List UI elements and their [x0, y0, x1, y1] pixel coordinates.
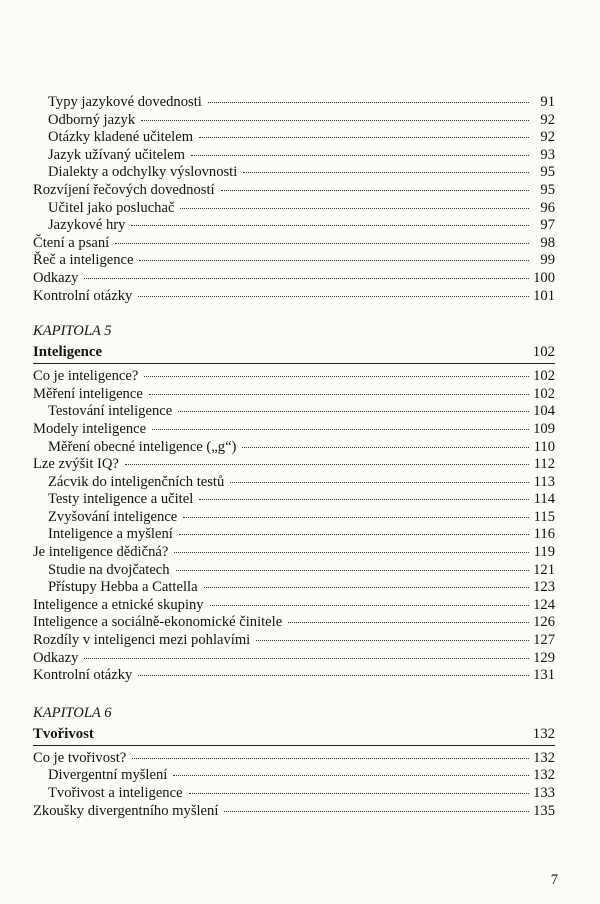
toc-entry: [33, 386, 555, 404]
chapter-heading: [33, 341, 555, 364]
entry-page-number: 91: [540, 94, 555, 110]
toc-entry: [33, 129, 555, 147]
entry-title: Studie na dvojčatech: [48, 561, 170, 578]
toc-entry: [33, 439, 555, 457]
toc-entry: [33, 750, 555, 768]
entry-page-number: 131: [533, 667, 555, 684]
page-number: 7: [550, 872, 558, 888]
toc-entry: [33, 456, 555, 474]
toc-entry: [33, 474, 555, 492]
entry-title: Je inteligence dědičná?: [33, 544, 169, 561]
toc-entry: [33, 164, 555, 182]
toc-section-top: [33, 94, 555, 305]
entry-title: Typy jazykové dovednosti: [48, 94, 202, 110]
entry-title: Zácvik do inteligenčních testů: [48, 473, 225, 490]
entry-title: Měření obecné inteligence („g“): [48, 438, 237, 455]
table-of-contents: [33, 94, 555, 820]
entry-title: Inteligence a sociálně-ekonomické činitele: [33, 614, 283, 631]
entry-page-number: 113: [533, 473, 555, 490]
entry-page-number: 100: [533, 269, 555, 286]
toc-entry: [33, 491, 555, 509]
entry-page-number: 109: [533, 420, 555, 437]
dot-leader: [242, 447, 529, 448]
dot-leader: [131, 225, 529, 226]
dot-leader: [256, 640, 529, 641]
entry-page-number: 95: [540, 164, 555, 181]
entry-page-number: 135: [533, 802, 555, 819]
entry-title: Odborný jazyk: [48, 111, 136, 128]
toc-entry: [33, 579, 555, 597]
entry-page-number: 98: [540, 234, 555, 251]
toc-entry: [33, 544, 555, 562]
toc-entry: [33, 562, 555, 580]
entry-page-number: 126: [533, 614, 555, 631]
chapter-label: KAPITOLA 5: [33, 323, 112, 340]
entry-page-number: 133: [533, 785, 555, 801]
entry-page-number: 95: [540, 181, 555, 198]
toc-entry: [33, 94, 555, 112]
entry-title: Testování inteligence: [48, 403, 173, 420]
dot-leader: [138, 296, 529, 297]
entry-title: Odkazy: [33, 269, 79, 286]
toc-entry: [33, 614, 555, 632]
entry-title: Odkazy: [33, 649, 79, 666]
entry-page-number: 102: [533, 368, 555, 385]
entry-title: Testy inteligence a učitel: [48, 491, 194, 508]
toc-entry: [33, 421, 555, 439]
entry-page-number: 104: [533, 403, 555, 420]
dot-leader: [180, 208, 529, 209]
entry-title: Co je tvořivost?: [33, 749, 127, 766]
entry-title: Čtení a psaní: [33, 234, 110, 251]
toc-entry: [33, 597, 555, 615]
dot-leader: [243, 172, 529, 173]
entry-title: Učitel jako posluchač: [48, 199, 175, 216]
entry-page-number: 92: [540, 111, 555, 128]
entry-title: Lze zvýšit IQ?: [33, 456, 119, 473]
entry-page-number: 121: [533, 561, 555, 578]
dot-leader: [204, 587, 529, 588]
spacer: [33, 305, 555, 321]
dot-leader: [178, 411, 529, 412]
entry-title: Rozdíly v inteligenci mezi pohlavími: [33, 632, 251, 649]
toc-entry: [33, 270, 555, 288]
dot-leader: [176, 570, 529, 571]
dot-leader: [173, 775, 529, 776]
dot-leader: [189, 793, 529, 794]
dot-leader: [208, 102, 529, 103]
dot-leader: [199, 499, 529, 500]
chapter-page-number: 102: [532, 344, 555, 361]
entry-page-number: 129: [533, 649, 555, 666]
entry-title: Tvořivost a inteligence: [48, 785, 183, 801]
spacer: [33, 685, 555, 703]
entry-page-number: 99: [540, 252, 555, 269]
toc-entry: [33, 526, 555, 544]
dot-leader: [84, 658, 529, 659]
toc-entry: [33, 112, 555, 130]
dot-leader: [221, 190, 529, 191]
entry-title: Řeč a inteligence: [33, 252, 134, 269]
entry-page-number: 115: [533, 508, 555, 525]
entry-page-number: 92: [540, 129, 555, 146]
entry-title: Jazykové hry: [48, 217, 126, 234]
chapter-label: KAPITOLA 6: [33, 704, 112, 721]
toc-entry: [33, 217, 555, 235]
toc-entry: [33, 235, 555, 253]
toc-entry: [33, 182, 555, 200]
entry-page-number: 127: [533, 632, 555, 649]
dot-leader: [138, 675, 529, 676]
toc-entry: [33, 509, 555, 527]
chapter-title: Tvořivost: [33, 725, 94, 742]
dot-leader: [132, 758, 529, 759]
dot-leader: [84, 278, 529, 279]
entry-title: Kontrolní otázky: [33, 667, 133, 684]
dot-leader: [115, 243, 529, 244]
toc-entry: [33, 288, 555, 306]
toc-entry: [33, 632, 555, 650]
dot-leader: [141, 120, 529, 121]
entry-page-number: 116: [533, 526, 555, 543]
entry-title: Dialekty a odchylky výslovnosti: [48, 164, 238, 181]
entry-page-number: 119: [533, 544, 555, 561]
chapter-entries: [33, 750, 555, 820]
entry-page-number: 102: [533, 385, 555, 402]
dot-leader: [125, 464, 529, 465]
chapter-6: [33, 703, 555, 820]
entry-page-number: 114: [533, 491, 555, 508]
dot-leader: [144, 376, 529, 377]
toc-entry: [33, 650, 555, 668]
entry-page-number: 110: [533, 438, 555, 455]
entry-page-number: 93: [540, 146, 555, 163]
entry-page-number: 112: [533, 456, 555, 473]
entry-page-number: 132: [533, 767, 555, 784]
dot-leader: [199, 137, 529, 138]
entry-page-number: 132: [533, 749, 555, 766]
entry-title: Co je inteligence?: [33, 368, 139, 385]
dot-leader: [174, 552, 529, 553]
dot-leader: [149, 394, 529, 395]
entry-title: Kontrolní otázky: [33, 287, 133, 304]
entry-title: Zkoušky divergentního myšlení: [33, 802, 219, 819]
entry-title: Jazyk užívaný učitelem: [48, 146, 185, 163]
entry-title: Otázky kladené učitelem: [48, 129, 194, 146]
dot-leader: [152, 429, 529, 430]
dot-leader: [210, 605, 529, 606]
chapter-page-number: 132: [532, 725, 555, 742]
entry-title: Rozvíjení řečových dovedností: [33, 181, 215, 198]
entry-title: Divergentní myšlení: [48, 767, 168, 784]
dot-leader: [183, 517, 529, 518]
dot-leader: [191, 155, 529, 156]
dot-leader: [224, 811, 529, 812]
toc-entry: [33, 147, 555, 165]
entry-title: Inteligence a myšlení: [48, 526, 173, 543]
dot-leader: [288, 622, 529, 623]
toc-entry: [33, 200, 555, 218]
toc-entry: [33, 403, 555, 421]
toc-entry: [33, 803, 555, 821]
dot-leader: [230, 482, 529, 483]
entry-title: Zvyšování inteligence: [48, 508, 178, 525]
toc-entry: [33, 785, 555, 803]
dot-leader: [139, 260, 529, 261]
dot-leader: [179, 534, 529, 535]
toc-entry: [33, 767, 555, 785]
chapter-heading: [33, 723, 555, 746]
toc-entry: [33, 368, 555, 386]
entry-title: Přístupy Hebba a Cattella: [48, 579, 198, 596]
toc-entry: [33, 667, 555, 685]
entry-title: Modely inteligence: [33, 420, 147, 437]
toc-entry: [33, 252, 555, 270]
entry-page-number: 96: [540, 199, 555, 216]
entry-page-number: 97: [540, 217, 555, 234]
entry-page-number: 124: [533, 596, 555, 613]
entry-page-number: 101: [533, 287, 555, 304]
entry-title: Inteligence a etnické skupiny: [33, 596, 204, 613]
chapter-5: [33, 321, 555, 685]
chapter-entries: [33, 368, 555, 685]
chapter-title: Inteligence: [33, 344, 103, 361]
entry-page-number: 123: [533, 579, 555, 596]
entry-title: Měření inteligence: [33, 385, 143, 402]
